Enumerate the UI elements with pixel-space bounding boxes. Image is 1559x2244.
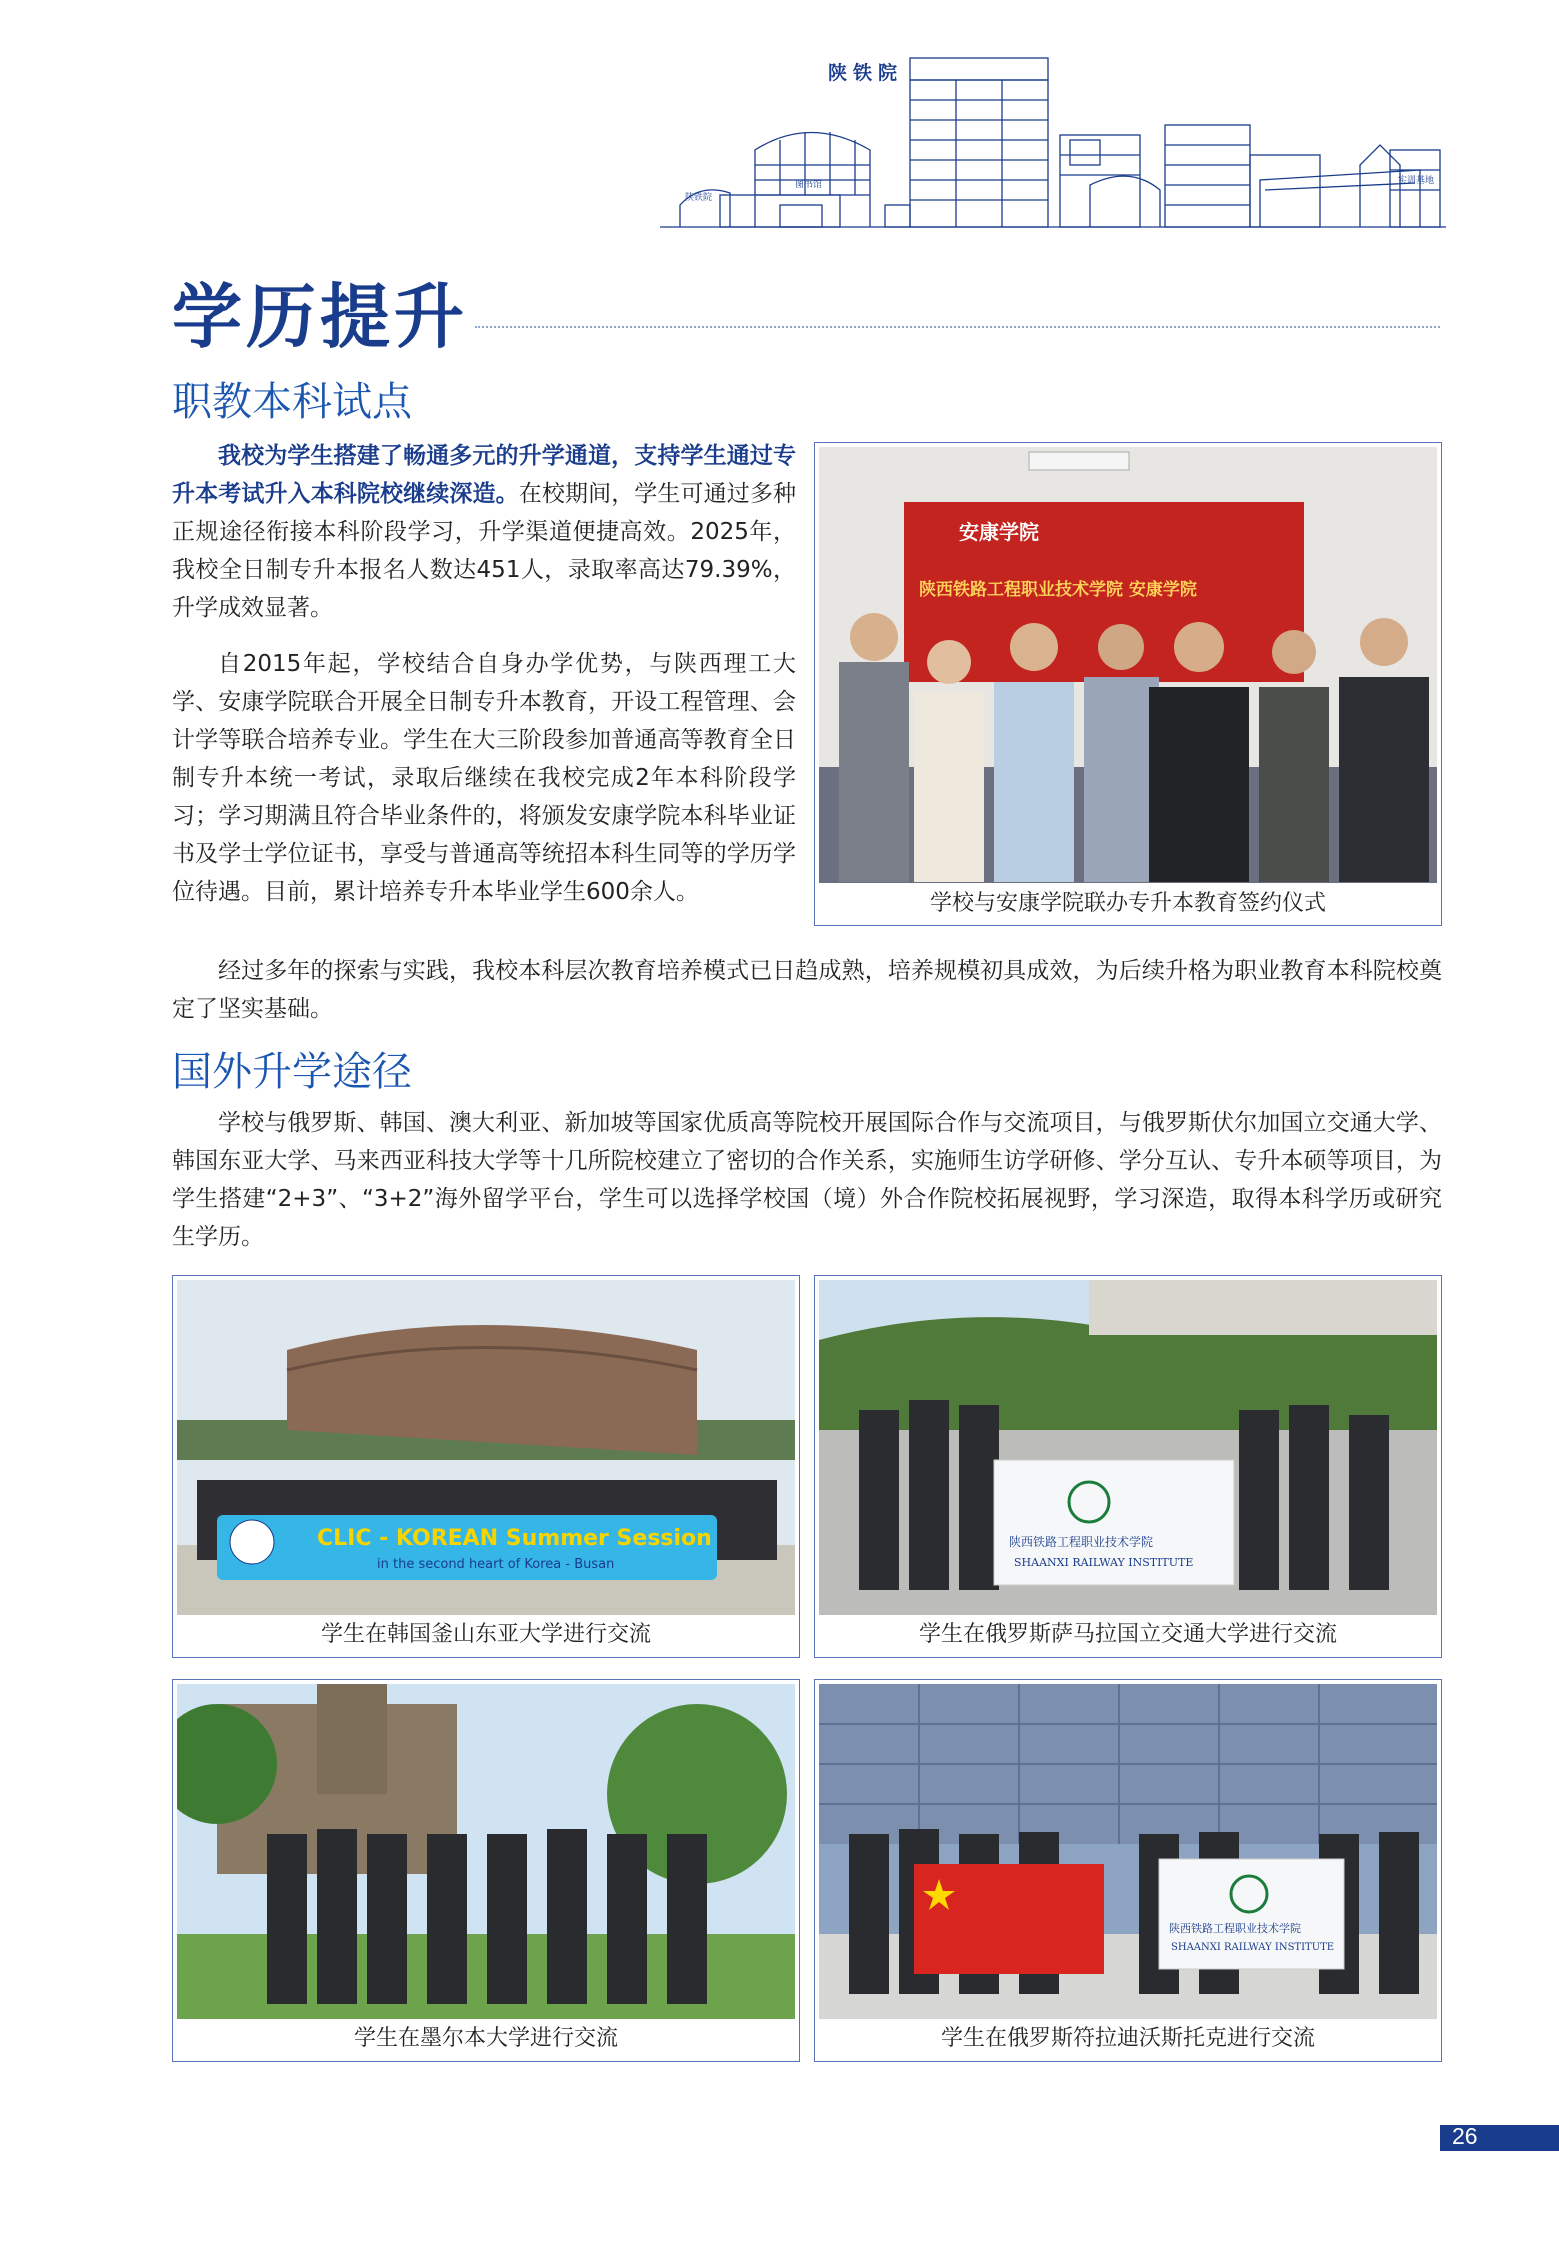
korea-exchange-caption: 学生在韩国釜山东亚大学进行交流 xyxy=(320,1622,651,1647)
header-building-illustration xyxy=(660,55,1446,230)
page-title: 学历提升 xyxy=(172,276,468,358)
samara-exchange-photo xyxy=(819,1280,1437,1615)
header-school-label: 陕铁院 xyxy=(828,62,904,84)
intro-paragraph-block xyxy=(172,437,796,911)
samara-flag-en: SHAANXI RAILWAY INSTITUTE xyxy=(1014,1556,1194,1569)
samara-exchange-caption: 学生在俄罗斯萨马拉国立交通大学进行交流 xyxy=(918,1622,1337,1647)
vladivostok-exchange-photo-frame xyxy=(814,1679,1442,2062)
svg-text:陕铁院: 陕铁院 xyxy=(685,193,713,203)
section-heading-overseas: 国外升学途径 xyxy=(172,1049,412,1095)
samara-flag-text: 陕西铁路工程职业技术学院 xyxy=(1009,1535,1154,1549)
melbourne-exchange-photo xyxy=(177,1684,795,2019)
paragraph-4-block xyxy=(172,1104,1442,1256)
korea-exchange-photo xyxy=(177,1280,795,1615)
signing-ceremony-photo xyxy=(819,447,1437,883)
paragraph-3-block xyxy=(172,952,1442,1028)
paragraph-4: 学校与俄罗斯、韩国、澳大利亚、新加坡等国家优质高等院校开展国际合作与交流项目，与俄罗斯伏尔加国立交通大学、韩国东亚大学、马来西亚科技大学等十几所院校建立了密切的合作关系，实施师生访学研修、学分互认、专升本硕等项目，为学生搭建“2+3”、“3+2”海外留学平台，学生可以选择学校国（境）外合作院校拓展视野，学习深造，取得本科学历或研究生学历。 xyxy=(172,1110,1442,1250)
vladivostok-flag-text: 陕西铁路工程职业技术学院 xyxy=(1169,1922,1301,1935)
section-heading-vocational-bachelor: 职教本科试点 xyxy=(172,379,412,425)
screen-line-text: 陕西铁路工程职业技术学院 安康学院 xyxy=(919,580,1197,600)
title-divider xyxy=(475,326,1440,328)
paragraph-1-highlight: 我校为学生搭建了畅通多元的升学通道，支持学生通过专升本考试升入本科院校继续深造。 xyxy=(172,443,796,507)
screen-logo-text: 安康学院 xyxy=(959,520,1039,544)
samara-exchange-photo-frame xyxy=(814,1275,1442,1658)
vladivostok-exchange-caption: 学生在俄罗斯符拉迪沃斯托克进行交流 xyxy=(940,2026,1315,2051)
vladivostok-exchange-photo xyxy=(819,1684,1437,2019)
korea-banner-title: CLIC - KOREAN Summer Session xyxy=(317,1526,712,1551)
page-number: 26 xyxy=(1452,2123,1478,2149)
korea-banner-subtitle: in the second heart of Korea - Busan xyxy=(377,1557,615,1572)
svg-text:图书馆: 图书馆 xyxy=(795,180,823,190)
page-number-tab xyxy=(1440,2125,1559,2151)
korea-exchange-photo-frame xyxy=(172,1275,800,1658)
vladivostok-flag-en: SHAANXI RAILWAY INSTITUTE xyxy=(1171,1942,1335,1953)
paragraph-1 xyxy=(172,437,796,627)
signing-ceremony-photo-frame xyxy=(814,442,1442,926)
paragraph-1-body: 在校期间，学生可通过多种正规途径衔接本科阶段学习，升学渠道便捷高效。2025年，我校全日制专升本报名人数达451人，录取率高达79.39%，升学成效显著。 xyxy=(172,481,797,621)
paragraph-2: 自2015年起，学校结合自身办学优势，与陕西理工大学、安康学院联合开展全日制专升本教育，开设工程管理、会计学等联合培养专业。学生在大三阶段参加普通高等教育全日制专升本统一考试，录取后继续在我校完成2年本科阶段学习；学习期满且符合毕业条件的，将颁发安康学院本科毕业证书及学士学位证书，享受与普通高等统招本科生同等的学历学位待遇。目前，累计培养专升本毕业学生600余人。 xyxy=(172,651,796,905)
melbourne-exchange-photo-frame xyxy=(172,1679,800,2062)
svg-text:实训基地: 实训基地 xyxy=(1398,176,1435,186)
paragraph-3: 经过多年的探索与实践，我校本科层次教育培养模式已日趋成熟，培养规模初具成效，为后续升格为职业教育本科院校奠定了坚实基础。 xyxy=(172,958,1442,1022)
melbourne-exchange-caption: 学生在墨尔本大学进行交流 xyxy=(353,2026,618,2051)
signing-ceremony-caption: 学校与安康学院联办专升本教育签约仪式 xyxy=(929,891,1326,916)
